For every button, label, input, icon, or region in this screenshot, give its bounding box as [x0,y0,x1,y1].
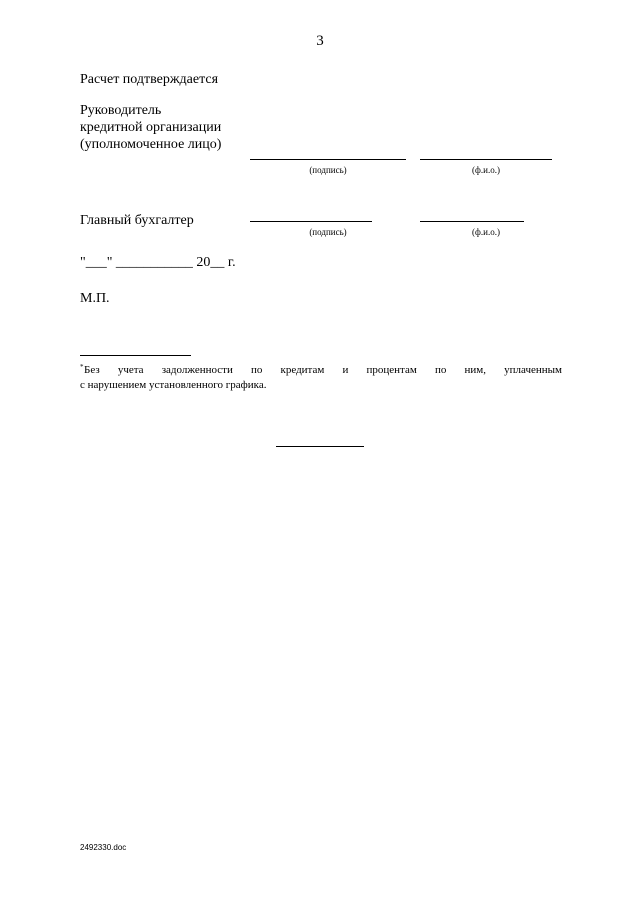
head-title-line1: Руководитель [80,103,162,118]
stamp-place: М.П. [80,291,110,306]
accountant-signature-line [250,221,372,222]
head-title-line2: кредитной организации [80,120,222,135]
head-title-line3: (уполномоченное лицо) [80,137,222,152]
head-signature-line [250,159,406,160]
chief-accountant-title: Главный бухгалтер [80,213,194,228]
head-name-line [420,159,552,160]
accountant-name-caption: (ф.и.о.) [472,227,500,237]
footnote-line1: Без учета задолженности по кредитам и процентам по ним, уплаченным [84,364,562,376]
date-line: "___" ___________ 20__ г. [80,255,236,270]
footnote-separator [80,355,191,356]
head-signature-caption: (подпись) [309,165,347,175]
accountant-name-line [420,221,524,222]
end-rule [276,446,364,447]
head-name-caption: (ф.и.о.) [472,165,500,175]
confirmation-text: Расчет подтверждается [80,72,219,87]
footnote-line2: с нарушением установленного графика. [80,379,267,391]
page-number: 3 [316,33,324,49]
accountant-signature-caption: (подпись) [309,227,347,237]
document-filename: 2492330.doc [80,843,127,852]
footnote-mark: * [80,363,84,371]
